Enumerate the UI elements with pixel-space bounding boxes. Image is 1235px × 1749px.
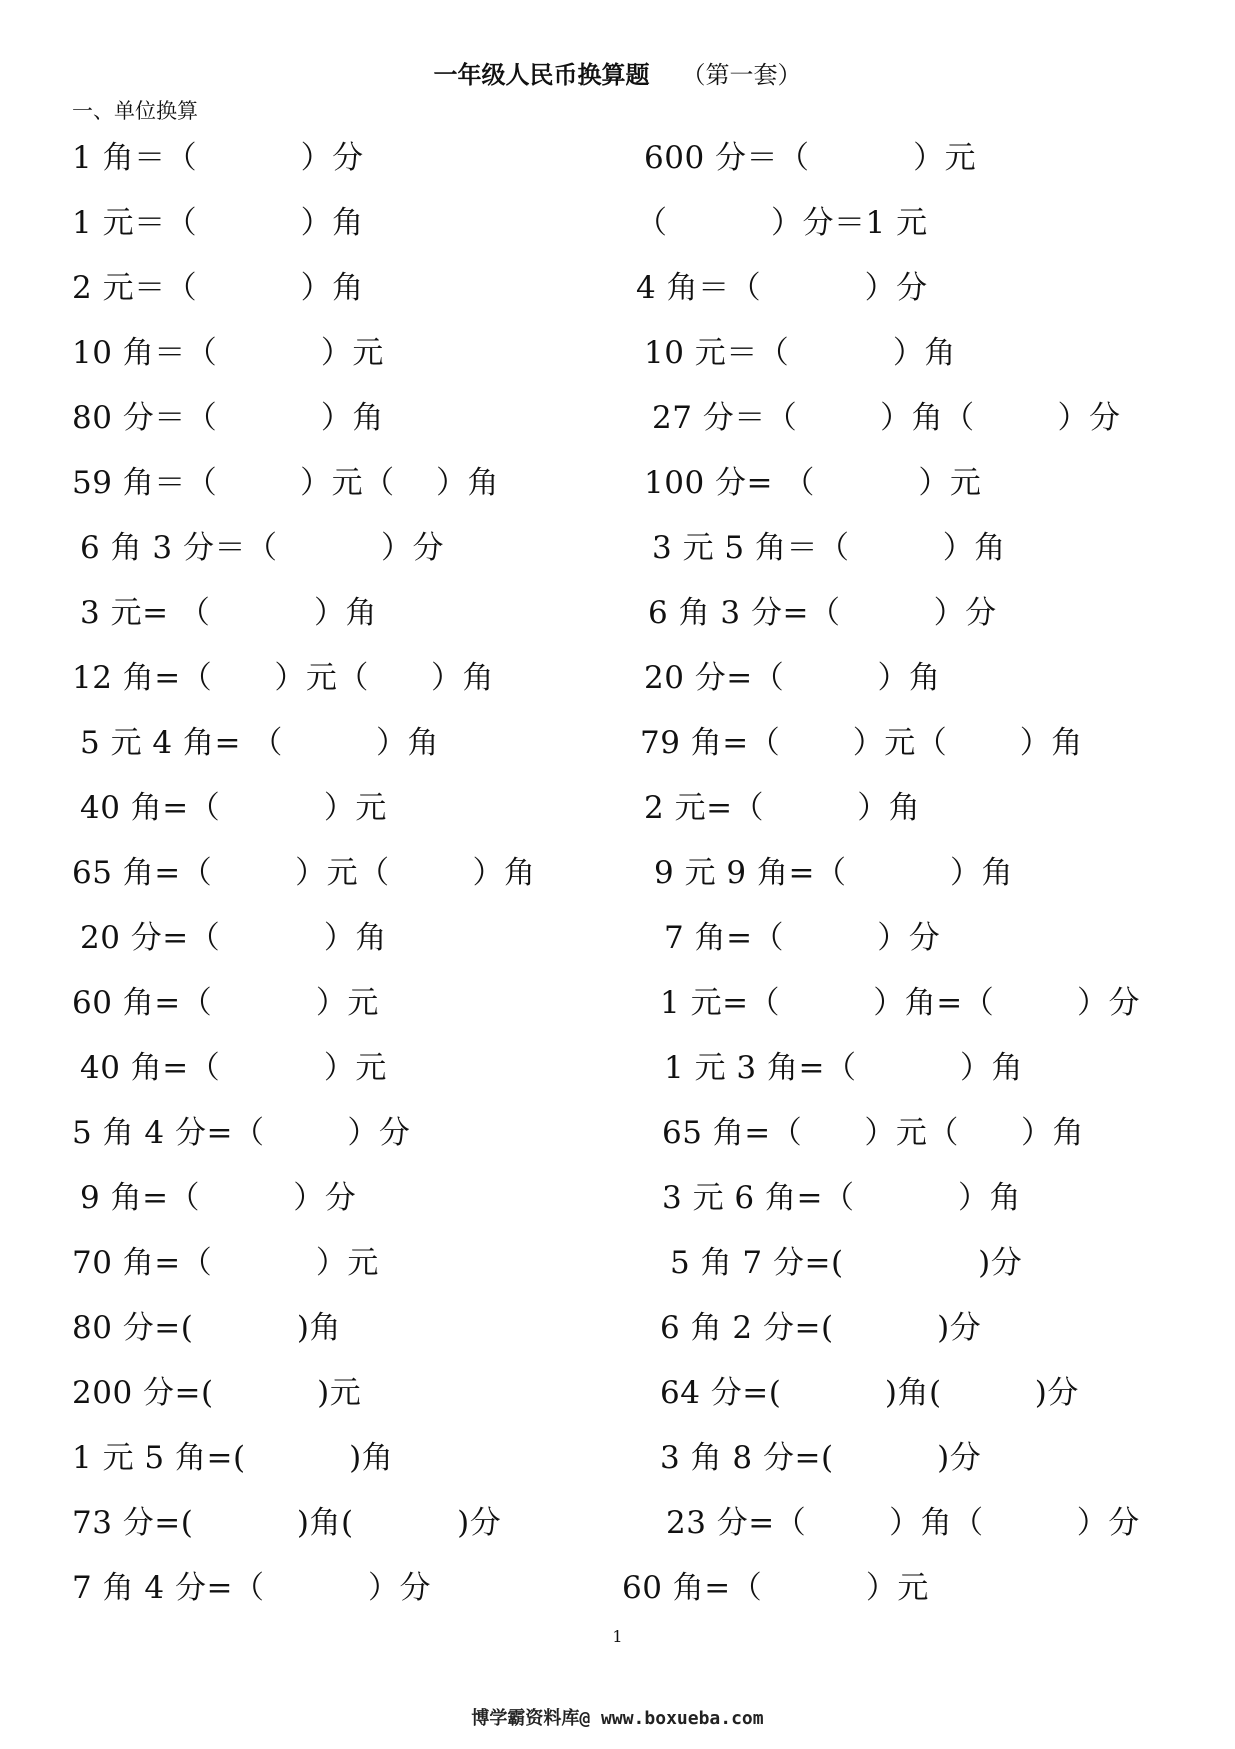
exercise-row bbox=[0, 1560, 1235, 1616]
exercise-left: 20 分=（ ）角 bbox=[80, 920, 387, 956]
exercise-left: 1 元＝（ ）角 bbox=[72, 205, 364, 241]
exercise-right: 79 角=（ ）元（ ）角 bbox=[640, 725, 1083, 761]
exercise-left: 5 角 4 分=（ ）分 bbox=[72, 1115, 411, 1151]
exercise-right: 3 元 6 角=（ ）角 bbox=[662, 1180, 1022, 1216]
section-heading: 一、单位换算 bbox=[72, 99, 198, 123]
exercise-row bbox=[0, 650, 1235, 706]
exercise-right: 1 元=（ ）角=（ ）分 bbox=[660, 985, 1141, 1021]
exercise-left: 12 角=（ ）元（ ）角 bbox=[72, 660, 495, 696]
exercise-row bbox=[0, 1040, 1235, 1096]
exercise-row bbox=[0, 520, 1235, 576]
exercise-right: 65 角=（ ）元（ ）角 bbox=[662, 1115, 1085, 1151]
exercise-row bbox=[0, 1365, 1235, 1421]
watermark: 博学霸资料库@ www.boxueba.com bbox=[471, 1708, 764, 1729]
exercise-row bbox=[0, 1430, 1235, 1486]
exercise-right: 23 分=（ ）角（ ）分 bbox=[666, 1505, 1140, 1541]
exercise-row bbox=[0, 1235, 1235, 1291]
exercise-right: 1 元 3 角=（ ）角 bbox=[664, 1050, 1024, 1086]
exercise-right: （ ）分＝1 元 bbox=[636, 205, 928, 241]
exercise-right: 7 角=（ ）分 bbox=[664, 920, 941, 956]
exercise-right: 600 分＝（ ）元 bbox=[644, 140, 977, 176]
exercise-left: 80 分＝（ ）角 bbox=[72, 400, 384, 436]
exercise-left: 73 分=( )角( )分 bbox=[72, 1505, 502, 1541]
exercise-row bbox=[0, 130, 1235, 186]
exercise-row bbox=[0, 780, 1235, 836]
exercise-row bbox=[0, 845, 1235, 901]
exercise-right: 2 元=（ ）角 bbox=[644, 790, 921, 826]
worksheet-title: 一年级人民币换算题 bbox=[433, 60, 650, 89]
exercise-row bbox=[0, 975, 1235, 1031]
exercise-right: 5 角 7 分=( )分 bbox=[670, 1245, 1023, 1281]
exercise-right: 27 分＝（ ）角（ ）分 bbox=[652, 400, 1121, 436]
exercise-right: 3 角 8 分=( )分 bbox=[660, 1440, 982, 1476]
exercise-left: 40 角=（ ）元 bbox=[80, 790, 387, 826]
page-number: 1 bbox=[612, 1627, 623, 1646]
exercise-row bbox=[0, 715, 1235, 771]
exercise-row bbox=[0, 455, 1235, 511]
exercise-row bbox=[0, 195, 1235, 251]
exercise-left: 10 角＝（ ）元 bbox=[72, 335, 384, 371]
exercise-right: 6 角 3 分=（ ）分 bbox=[648, 595, 997, 631]
worksheet-subtitle: （第一套） bbox=[681, 61, 802, 89]
exercise-left: 6 角 3 分＝（ ）分 bbox=[80, 530, 445, 566]
exercise-left: 2 元＝（ ）角 bbox=[72, 270, 364, 306]
exercise-right: 4 角＝（ ）分 bbox=[636, 270, 928, 306]
exercise-row bbox=[0, 910, 1235, 966]
exercise-right: 100 分= （ ）元 bbox=[644, 465, 982, 501]
exercise-left: 7 角 4 分=（ ）分 bbox=[72, 1570, 432, 1606]
exercise-left: 70 角=（ ）元 bbox=[72, 1245, 379, 1281]
exercise-right: 9 元 9 角=（ ）角 bbox=[654, 855, 1014, 891]
exercise-left: 65 角=（ ）元（ ）角 bbox=[72, 855, 536, 891]
exercise-right: 64 分=( )角( )分 bbox=[660, 1375, 1079, 1411]
exercise-left: 3 元= （ ）角 bbox=[80, 595, 377, 631]
exercise-right: 3 元 5 角＝（ ）角 bbox=[652, 530, 1006, 566]
exercise-right: 10 元＝（ ）角 bbox=[644, 335, 956, 371]
exercise-right: 20 分=（ ）角 bbox=[644, 660, 941, 696]
exercise-row bbox=[0, 1105, 1235, 1161]
exercise-left: 200 分=( )元 bbox=[72, 1375, 362, 1411]
exercise-right: 6 角 2 分=( )分 bbox=[660, 1310, 982, 1346]
exercise-left: 1 元 5 角=( )角 bbox=[72, 1440, 394, 1476]
exercise-left: 1 角＝（ ）分 bbox=[72, 140, 364, 176]
exercise-left: 40 角=（ ）元 bbox=[80, 1050, 387, 1086]
exercise-row bbox=[0, 1300, 1235, 1356]
exercise-left: 59 角＝（ ）元（ ）角 bbox=[72, 465, 500, 501]
exercise-left: 5 元 4 角= （ ）角 bbox=[80, 725, 440, 761]
exercise-row bbox=[0, 325, 1235, 381]
exercise-row bbox=[0, 1495, 1235, 1551]
exercise-row bbox=[0, 390, 1235, 446]
exercise-left: 9 角=（ ）分 bbox=[80, 1180, 357, 1216]
exercise-row bbox=[0, 260, 1235, 316]
exercise-row bbox=[0, 1170, 1235, 1226]
exercise-left: 80 分=( )角 bbox=[72, 1310, 342, 1346]
exercise-row bbox=[0, 585, 1235, 641]
exercise-right: 60 角=（ ）元 bbox=[622, 1570, 929, 1606]
exercise-left: 60 角=（ ）元 bbox=[72, 985, 379, 1021]
